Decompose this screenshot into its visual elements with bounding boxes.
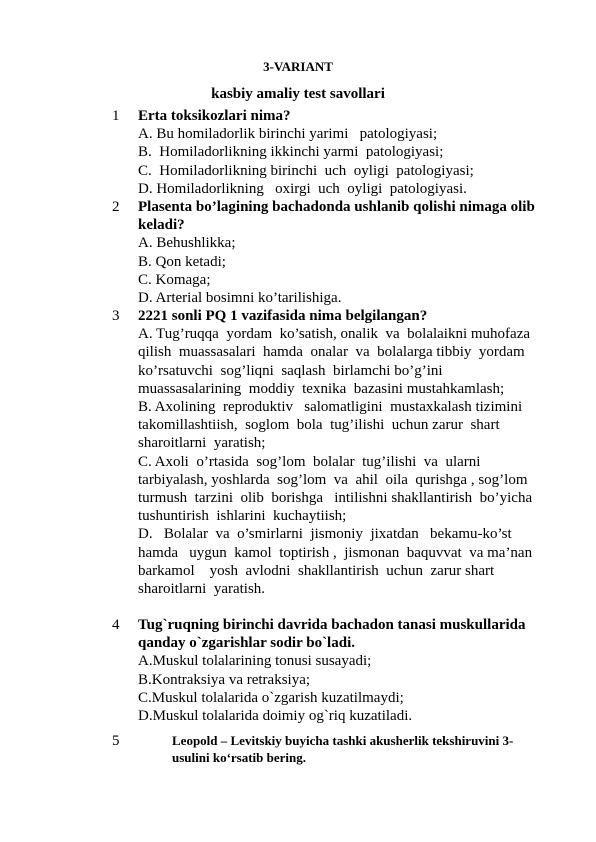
question-number: 4: [112, 617, 120, 633]
question-5: [112, 724, 552, 766]
answer-option-c: C. Homiladorlikning birinchi uch oyligi patologiyasi;: [138, 162, 474, 179]
variant-title: 3-VARIANT: [263, 59, 333, 74]
question-text: Leopold – Levitskiy buyicha tashki akusherlik tekshiruvini 3- usulini ko‘rsatib bering.: [172, 733, 514, 765]
page-subtitle: kasbiy amaliy test savollari: [211, 86, 385, 102]
answer-option-c: C. Komaga;: [138, 271, 211, 288]
answer-option-a: A. Tug’ruqqa yordam ko’satish, onalik va bolalaikni muhofaza qilish muassasalari hamda onalar va bolalarga tibbiy yordam ko’rsatuvchi sog’liqni saqlash birlamchi bo’g’ini muassasalarining moddiy texnika bazasini mustahkamlash;: [138, 326, 538, 397]
answer-option-b: B.Kontraksiya va retraksiya;: [138, 671, 311, 688]
question-3: [112, 307, 552, 598]
answer-option-a: A. Behushlikka;: [138, 235, 236, 252]
question-number: 5: [112, 733, 120, 749]
answer-option-d: D. Homiladorlikning oxirgi uch oyligi patologiyasi.: [138, 180, 467, 197]
answer-option-d: D. Bolalar va o’smirlarni jismoniy jixatdan bekamu-ko’st hamda uygun kamol toptirish , jismonan baquvvat va ma’nan barkamol yosh avlodni shakllantirish uchun zarur shart sharoitlarni yaratish.: [138, 526, 540, 598]
question-text: Tug`ruqning birinchi davrida bachadon tanasi muskullarida qanday o`zgarishlar sodir bo`ladi.: [138, 617, 526, 652]
question-number: 1: [112, 108, 120, 124]
question-1: [112, 107, 552, 198]
question-text: Erta toksikozlari nima?: [138, 108, 291, 124]
answer-option-b: B. Homiladorlikning ikkinchi yarmi patologiyasi;: [138, 144, 444, 161]
answer-option-a: A.Muskul tolalarining tonusi susayadi;: [138, 653, 372, 670]
question-text: 2221 sonli PQ 1 vazifasida nima belgilangan?: [138, 308, 428, 324]
answer-option-d: D.Muskul tolalarida doimiy og`riq kuzatiladi.: [138, 708, 413, 725]
answer-option-a: A. Bu homiladorlik birinchi yarimi patologiyasi;: [138, 126, 438, 143]
question-2: [112, 198, 552, 307]
answer-option-b: B. Qon ketadi;: [138, 253, 226, 270]
question-4: [112, 616, 552, 725]
answer-option-c: C.Muskul tolalarida o`zgarish kuzatilmaydi;: [138, 689, 404, 706]
question-text: Plasenta bo’lagining bachadonda ushlanib qolishi nimaga olib keladi?: [138, 199, 535, 234]
answer-option-b: B. Axolining reproduktiv salomatligini mustaxkalash tizimini takomillashtiish, soglom bola tug’ilishi uchun zarur shart sharoitlarni yaratish;: [138, 399, 530, 452]
answer-option-d: D. Arterial bosimni ko’tarilishiga.: [138, 290, 342, 307]
question-number: 2: [112, 199, 120, 215]
answer-option-c: C. Axoli o’rtasida sog’lom bolalar tug’ilishi va ularni tarbiyalash, yoshlarda sog’lom va ahil oila qurishga , sog’lom turmush tarzini olib borishga intilishni shakllantirish bo’yicha tushuntirish ishlarini kuchaytiish;: [138, 453, 540, 525]
question-number: 3: [112, 308, 120, 324]
